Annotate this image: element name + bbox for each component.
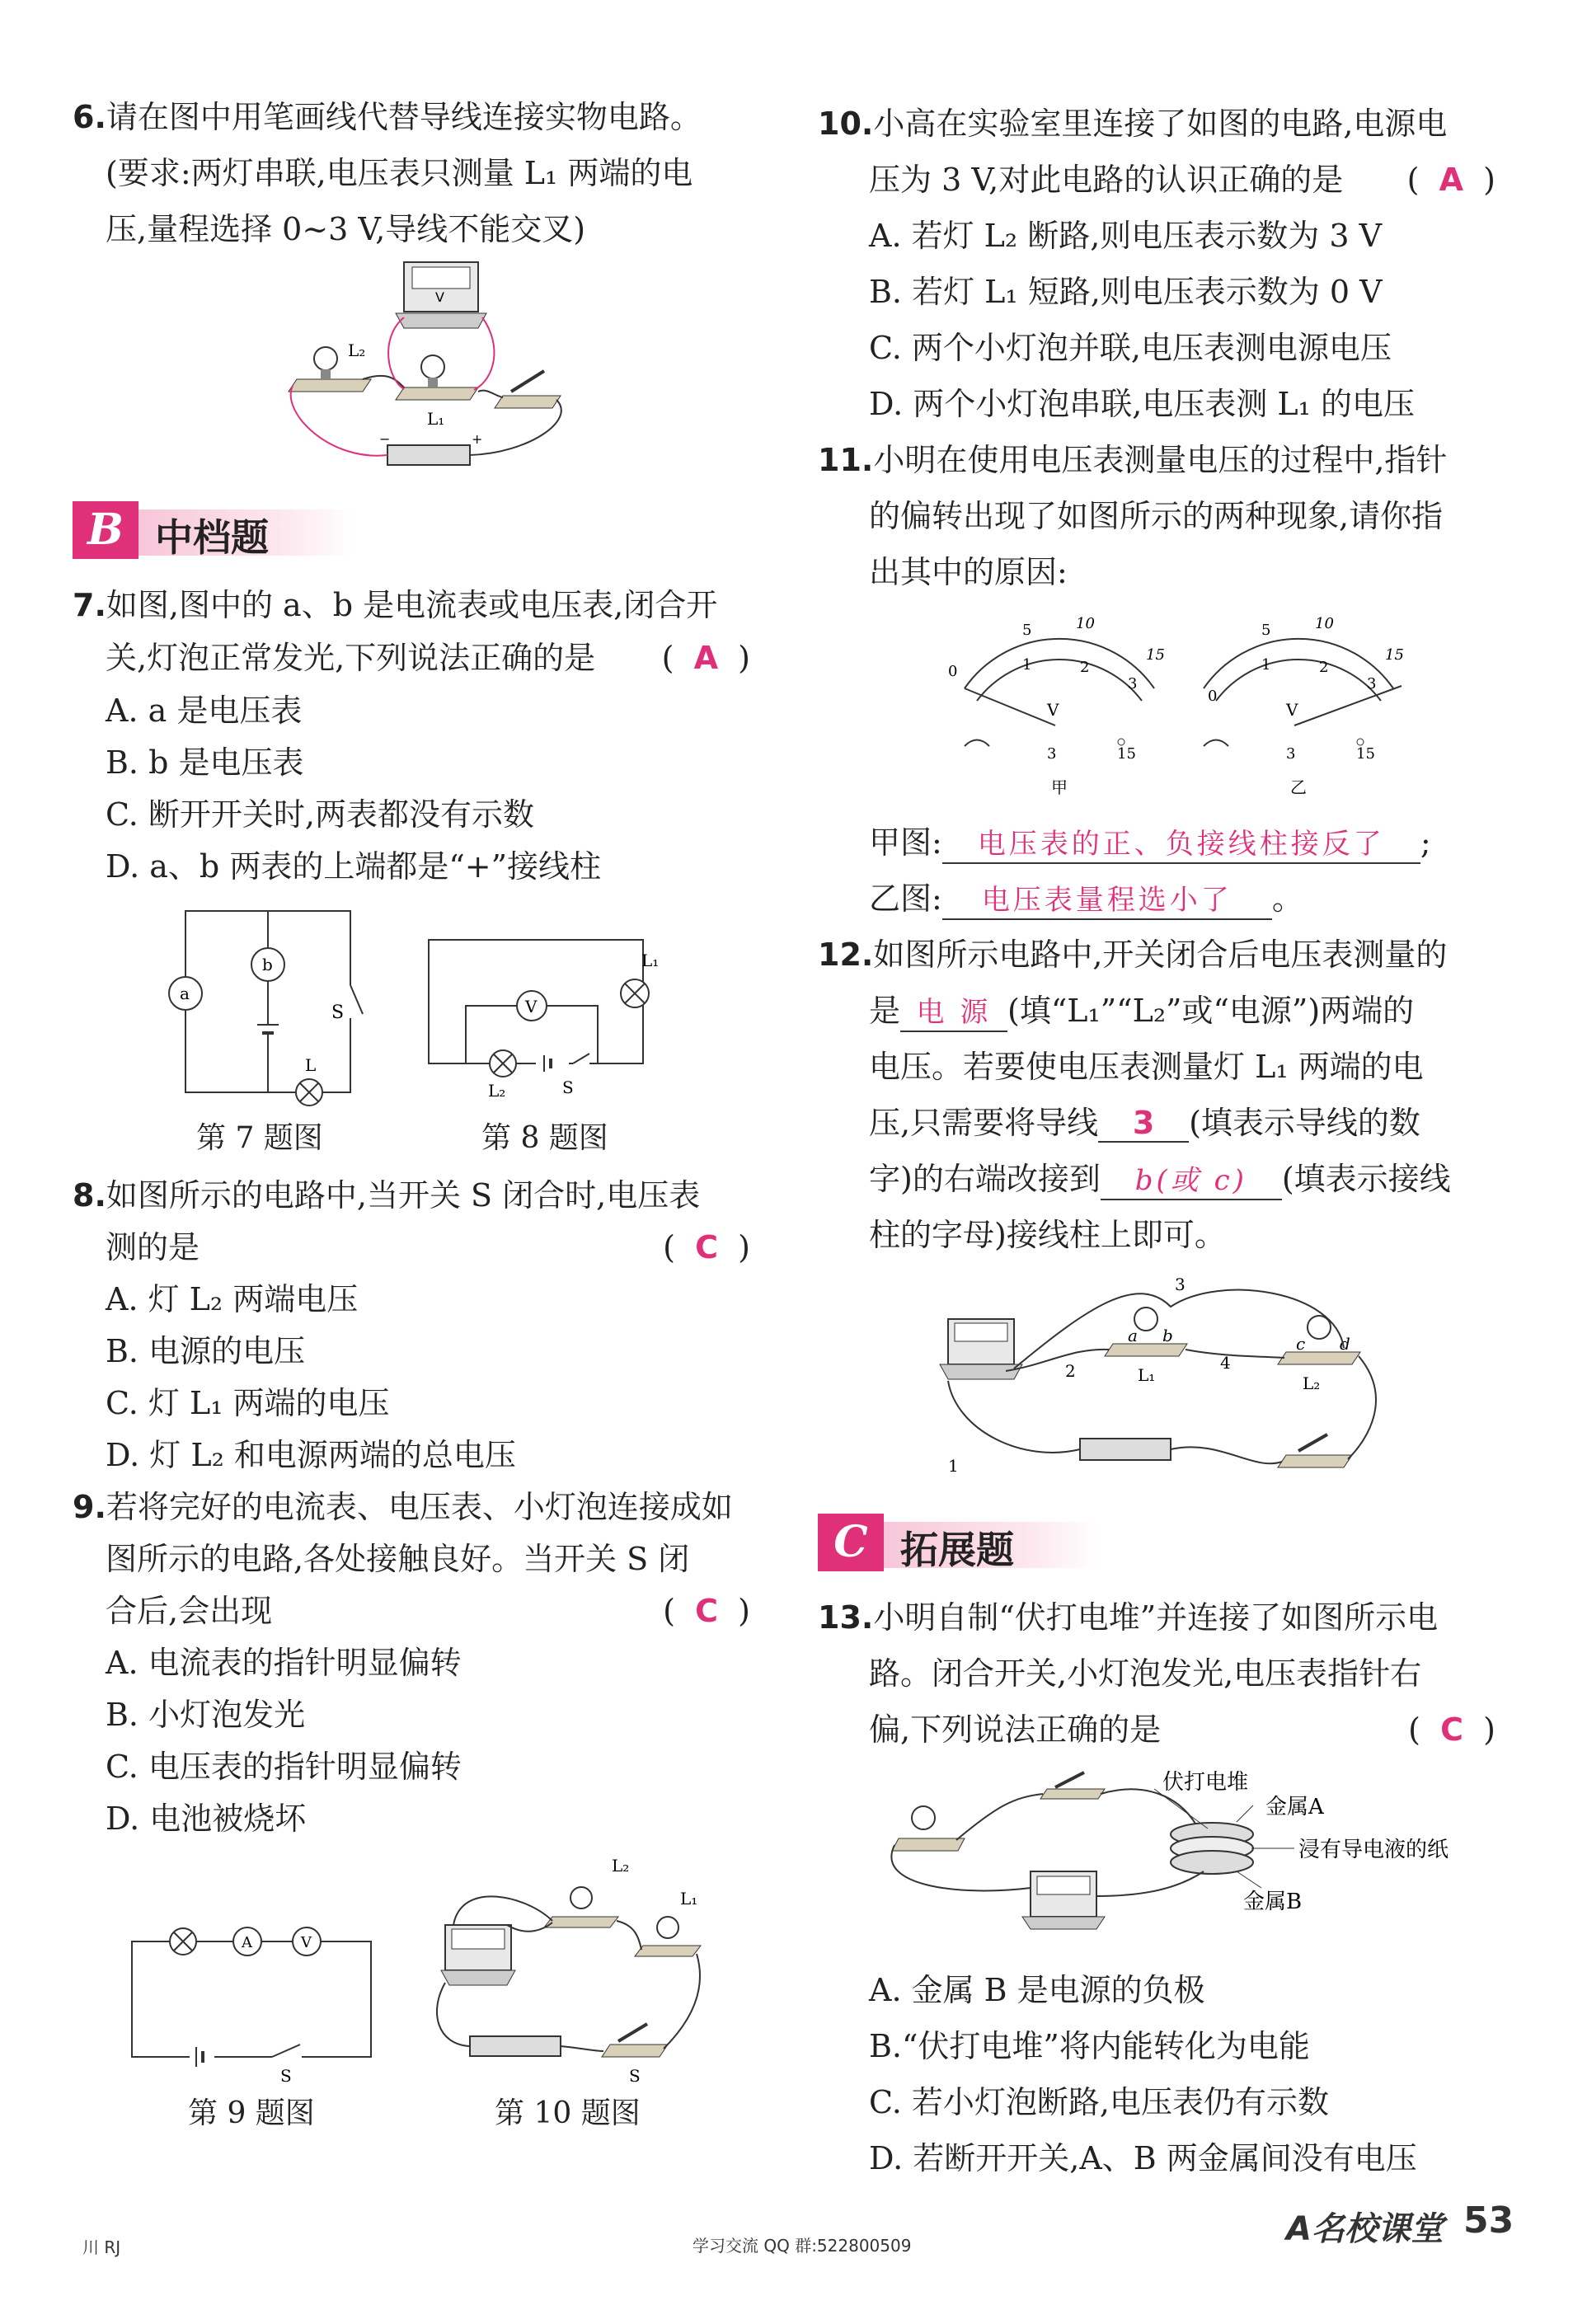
- q11-line-1: 11.小明在使用电压表测量电压的过程中,指针: [818, 442, 1448, 478]
- switch-icon: [602, 2024, 668, 2057]
- q13-line-3: 偏,下列说法正确的是 ( C ): [869, 1711, 1495, 1748]
- q6-line-2: (要求:两灯串联,电压表只测量 L₁ 两端的电: [106, 155, 693, 191]
- q11-yi-answer: 电压表量程选小了: [942, 882, 1272, 920]
- svg-text:5: 5: [1261, 622, 1271, 639]
- q10-line-2: 压为 3 V,对此电路的认识正确的是 ( A ): [869, 162, 1495, 198]
- lamp-l1-icon: [1105, 1308, 1187, 1356]
- q13-line-1: 13.小明自制“伏打电堆”并连接了如图所示电: [818, 1599, 1439, 1636]
- section-b-title: 中档题: [155, 515, 269, 560]
- fig12-c: c: [1296, 1334, 1306, 1354]
- fig13-label-metal-a: 金属A: [1265, 1795, 1324, 1819]
- svg-text:1: 1: [1261, 656, 1271, 674]
- footer-center: 学习交流 QQ 群:522800509: [693, 2236, 912, 2256]
- q11-jia-line: 甲图: 电压表的正、负接线柱接反了 ;: [869, 824, 1431, 864]
- page-number: 53: [1463, 2200, 1514, 2242]
- q12-answer-3: b(或 c): [1101, 1162, 1282, 1200]
- lamp-icon: [892, 1806, 965, 1851]
- lamp-l2-icon: [544, 1887, 618, 1927]
- q9-line-3: 合后,会出现 ( C ): [106, 1593, 750, 1629]
- q11-jia-answer: 电压表的正、负接线柱接反了: [942, 826, 1420, 864]
- voltmeter-icon: [1022, 1871, 1105, 1929]
- q13-option-c: C. 若小灯泡断路,电压表仍有示数: [869, 2084, 1329, 2120]
- svg-text:3: 3: [1047, 745, 1057, 763]
- voltmeter-icon: [441, 1925, 515, 1985]
- meter-jia: [948, 615, 1165, 797]
- svg-text:3: 3: [1367, 675, 1377, 693]
- q12-line-6: 柱的字母)接线柱上即可。: [869, 1217, 1226, 1253]
- q13-option-b: B.“伏打电堆”将内能转化为电能: [869, 2028, 1310, 2064]
- section-c-header: [818, 1514, 1115, 1571]
- fig12-circuit: [923, 1274, 1402, 1480]
- q12-answer-2: 3: [1098, 1105, 1189, 1143]
- fig9-voltmeter: V: [301, 1934, 312, 1951]
- svg-text:1: 1: [1022, 656, 1032, 674]
- brand-logo: A名校课堂: [1286, 2210, 1444, 2248]
- fig7-switch-label: S: [331, 1002, 345, 1023]
- meter-yi-label: 乙: [1290, 777, 1307, 797]
- q10-answer: A: [1439, 162, 1464, 198]
- q7-line-1: 7.如图,图中的 a、b 是电流表或电压表,闭合开: [73, 587, 718, 623]
- svg-text:15: 15: [1356, 745, 1375, 763]
- svg-text:15: 15: [1385, 646, 1404, 664]
- q7-option-a: A. a 是电压表: [106, 693, 303, 729]
- q11-line-2: 的偏转出现了如图所示的两种现象,请你指: [869, 498, 1444, 534]
- fig7-meter-b: b: [262, 955, 273, 974]
- lamp-l1-icon: [396, 355, 478, 400]
- fig10-switch-label: S: [629, 2066, 641, 2086]
- fig9-caption: 第 9 题图: [188, 2096, 315, 2130]
- q9-answer: C: [695, 1593, 719, 1629]
- svg-text:0: 0: [1208, 688, 1218, 705]
- fig8-l1-label: L₁: [641, 951, 660, 970]
- fig8-l2-label: L₂: [488, 1081, 506, 1101]
- q12-line-4: 压,只需要将导线 3 (填表示导线的数: [869, 1105, 1420, 1141]
- q9-line-1: 9.若将完好的电流表、电压表、小灯泡连接成如: [73, 1489, 733, 1525]
- voltaic-pile-icon: [1171, 1823, 1253, 1874]
- q13-answer: C: [1440, 1711, 1464, 1748]
- fig8-voltmeter: V: [525, 997, 538, 1016]
- q11-yi-line: 乙图: 电压表量程选小了 。: [869, 880, 1303, 920]
- q11-line-3: 出其中的原因:: [869, 554, 1068, 590]
- q9-line-2: 图所示的电路,各处接触良好。当开关 S 闭: [106, 1541, 690, 1577]
- fig13-label-metal-b: 金属B: [1243, 1890, 1303, 1914]
- battery-icon: [470, 2036, 561, 2056]
- fig7-meter-a: a: [180, 984, 190, 1003]
- q9-option-a: A. 电流表的指针明显偏转: [106, 1645, 462, 1681]
- q12-line-1: 12.如图所示电路中,开关闭合后电压表测量的: [818, 937, 1448, 973]
- fig12-wire-4: 4: [1220, 1353, 1231, 1373]
- q12-line-5: 字)的右端改接到 b(或 c) (填表示接线: [869, 1161, 1451, 1200]
- fig8-caption: 第 8 题图: [481, 1121, 608, 1155]
- fig10-l2-label: L₂: [612, 1856, 630, 1876]
- q7-line-2: 关,灯泡正常发光,下列说法正确的是 ( A ): [106, 640, 750, 676]
- svg-text:15: 15: [1146, 646, 1165, 664]
- switch-icon: [495, 371, 561, 408]
- fig12-l1-label: L₁: [1138, 1365, 1156, 1385]
- q7-answer: A: [693, 640, 719, 676]
- meter-yi: [1204, 615, 1404, 797]
- battery-icon: [1080, 1439, 1171, 1460]
- fig7-circuit: [157, 903, 371, 1101]
- section-b-header: [73, 501, 369, 559]
- q12-answer-1: 电 源: [900, 994, 1007, 1032]
- q10-line-1: 10.小高在实验室里连接了如图的电路,电源电: [818, 106, 1448, 142]
- fig12-wire-3: 3: [1175, 1275, 1186, 1294]
- svg-text:2: 2: [1080, 659, 1090, 676]
- svg-text:10: 10: [1315, 615, 1334, 632]
- q11-meters: [948, 610, 1410, 800]
- svg-text:−: −: [379, 431, 391, 447]
- footer-left: 川 RJ: [82, 2237, 121, 2257]
- q8-answer: C: [695, 1229, 719, 1265]
- section-b-badge: B: [73, 501, 139, 559]
- q10-option-b: B. 若灯 L₁ 短路,则电压表示数为 0 V: [869, 274, 1383, 310]
- fig8-circuit: [420, 932, 668, 1101]
- fig7-caption: 第 7 题图: [196, 1121, 323, 1155]
- switch-icon: [1040, 1772, 1105, 1799]
- svg-text:5: 5: [1022, 622, 1032, 639]
- lamp-l1-icon: [635, 1917, 701, 1956]
- svg-text:V: V: [1286, 700, 1298, 720]
- q10-option-a: A. 若灯 L₂ 断路,则电压表示数为 3 V: [869, 218, 1383, 254]
- fig6-circuit: [280, 256, 544, 486]
- fig6-l2-label: L₂: [348, 340, 366, 360]
- q6-line-1: 6.请在图中用笔画线代替导线连接实物电路。: [73, 99, 702, 135]
- q13-option-a: A. 金属 B 是电源的负极: [869, 1972, 1205, 2008]
- battery-icon: [379, 431, 482, 465]
- svg-text:+: +: [472, 431, 483, 447]
- svg-text:V: V: [435, 289, 444, 305]
- fig9-switch-label: S: [280, 2066, 292, 2086]
- q12-line-2: 是 电 源 (填“L₁”“L₂”或“电源”)两端的: [869, 993, 1414, 1032]
- q12-line-3: 电压。若要使电压表测量灯 L₁ 两端的电: [869, 1049, 1424, 1085]
- q13-line-2: 路。闭合开关,小灯泡发光,电压表指针右: [869, 1655, 1422, 1692]
- q9-option-d: D. 电池被烧坏: [106, 1801, 307, 1837]
- section-c-title: 拓展题: [900, 1528, 1014, 1572]
- q6-line-3: 压,量程选择 0~3 V,导线不能交叉): [106, 211, 586, 247]
- fig13-circuit: [882, 1772, 1509, 1962]
- voltmeter-icon: [396, 262, 486, 328]
- q8-line-2: 测的是 ( C ): [106, 1229, 750, 1265]
- q13-option-d: D. 若断开开关,A、B 两金属间没有电压: [869, 2140, 1417, 2176]
- fig9-ammeter: A: [242, 1934, 252, 1951]
- q8-option-a: A. 灯 L₂ 两端电压: [106, 1281, 359, 1317]
- svg-text:2: 2: [1319, 659, 1329, 676]
- q8-option-d: D. 灯 L₂ 和电源两端的总电压: [106, 1437, 516, 1473]
- q6-number: 6.: [73, 99, 106, 135]
- fig12-d: d: [1340, 1334, 1350, 1354]
- q7-option-d: D. a、b 两表的上端都是“+”接线柱: [106, 848, 602, 885]
- meter-jia-label: 甲: [1051, 777, 1068, 797]
- q7-option-b: B. b 是电压表: [106, 744, 304, 781]
- fig10-caption: 第 10 题图: [495, 2096, 641, 2130]
- section-c-badge: C: [818, 1514, 884, 1571]
- fig8-switch-label: S: [562, 1077, 574, 1097]
- q10-option-c: C. 两个小灯泡并联,电压表测电源电压: [869, 330, 1392, 366]
- svg-text:3: 3: [1128, 675, 1138, 693]
- fig12-a: a: [1128, 1326, 1138, 1345]
- fig12-wire-1: 1: [948, 1456, 959, 1476]
- q7-option-c: C. 断开开关时,两表都没有示数: [106, 796, 534, 833]
- q8-option-b: B. 电源的电压: [106, 1333, 306, 1369]
- fig10-l1-label: L₁: [680, 1889, 698, 1908]
- fig9-circuit: [124, 1917, 387, 2086]
- fig12-l2-label: L₂: [1303, 1373, 1321, 1393]
- switch-icon: [1278, 1434, 1352, 1467]
- fig13-label-paper: 浸有导电液的纸: [1298, 1838, 1449, 1862]
- fig10-circuit: [429, 1847, 709, 2086]
- q8-option-c: C. 灯 L₁ 两端的电压: [106, 1385, 390, 1421]
- fig12-wire-2: 2: [1065, 1361, 1076, 1381]
- svg-text:3: 3: [1286, 745, 1296, 763]
- svg-text:0: 0: [948, 663, 958, 680]
- svg-text:15: 15: [1117, 745, 1136, 763]
- svg-text:10: 10: [1076, 615, 1095, 632]
- fig6-l1-label: L₁: [427, 409, 445, 429]
- fig13-label-pile: 伏打电堆: [1162, 1770, 1249, 1795]
- q9-option-b: B. 小灯泡发光: [106, 1697, 306, 1733]
- svg-text:V: V: [1047, 700, 1059, 720]
- q8-line-1: 8.如图所示的电路中,当开关 S 闭合时,电压表: [73, 1177, 701, 1214]
- fig7-lamp-label: L: [305, 1055, 317, 1075]
- q10-option-d: D. 两个小灯泡串联,电压表测 L₁ 的电压: [869, 386, 1415, 422]
- q9-option-c: C. 电压表的指针明显偏转: [106, 1749, 462, 1785]
- fig12-b: b: [1162, 1326, 1173, 1345]
